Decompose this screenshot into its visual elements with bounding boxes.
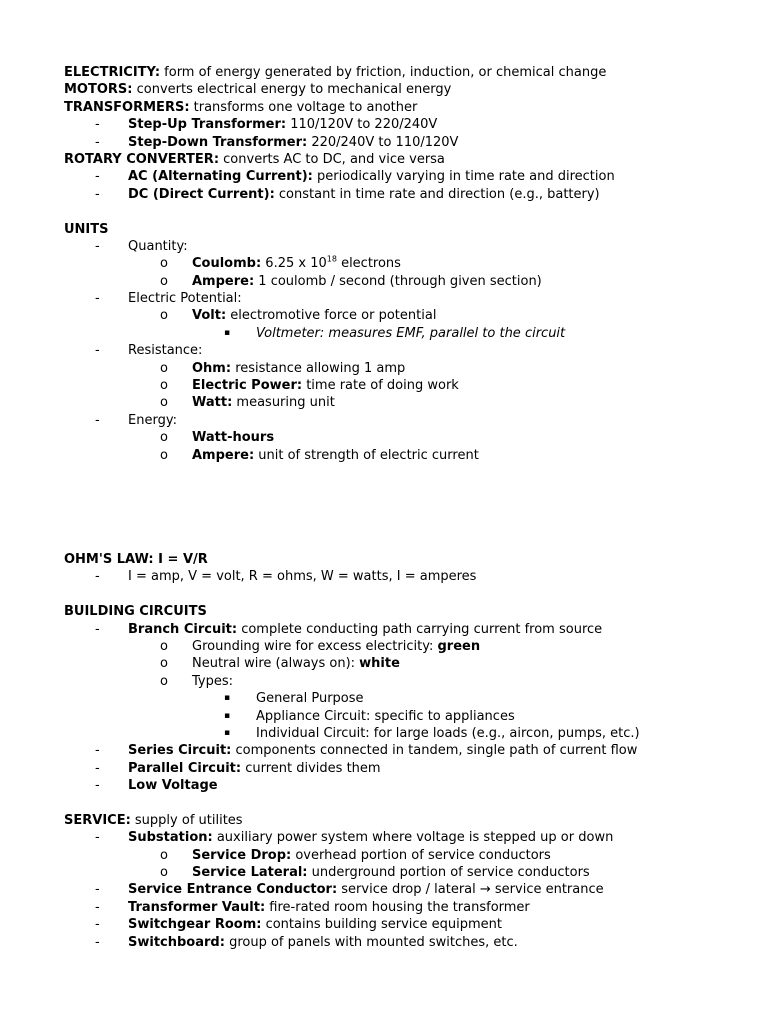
definition: underground portion of service conductors — [307, 865, 590, 881]
line-resistance — [64, 342, 744, 359]
term: Coulomb: — [192, 256, 262, 272]
line-dc — [64, 186, 744, 203]
line-coulomb — [64, 255, 744, 272]
line-ampere-strength — [64, 447, 744, 464]
line-grounding-wire — [64, 638, 744, 655]
dash-marker: - — [95, 117, 100, 133]
line-rotary — [64, 151, 744, 168]
line-electric-power — [64, 377, 744, 394]
definition: service drop / lateral → service entrance — [337, 882, 604, 898]
section-heading-units — [64, 221, 744, 238]
term: Service Lateral: — [192, 865, 308, 881]
term: Ampere: — [192, 447, 255, 463]
definition: current divides them — [241, 760, 381, 776]
circle-marker: o — [160, 378, 168, 394]
term: Transformer Vault: — [128, 899, 266, 915]
document-page — [64, 64, 744, 951]
line-volt — [64, 307, 744, 324]
definition: unit of strength of electric current — [254, 447, 479, 463]
line-substation — [64, 829, 744, 846]
circle-marker: o — [160, 638, 168, 654]
spacer — [64, 586, 744, 603]
dash-marker: - — [95, 760, 100, 776]
spacer — [64, 203, 744, 220]
line-ampere — [64, 273, 744, 290]
line-general-purpose — [64, 690, 744, 707]
line-transformers — [64, 99, 744, 116]
square-bullet-marker: ▪ — [224, 693, 231, 704]
line-step-up — [64, 116, 744, 133]
dash-marker: - — [95, 743, 100, 759]
heading: OHM'S LAW: I = V/R — [64, 551, 208, 567]
definition: converts electrical energy to mechanical energy — [132, 82, 452, 98]
square-bullet-marker: ▪ — [224, 327, 231, 338]
line-electric-potential — [64, 290, 744, 307]
definition: transforms one voltage to another — [189, 99, 418, 115]
line-watt — [64, 394, 744, 411]
line-step-down — [64, 134, 744, 151]
label: Quantity: — [128, 238, 188, 254]
circle-marker: o — [160, 395, 168, 411]
section-heading-ohms-law — [64, 551, 744, 568]
definition: contains building service equipment — [261, 917, 502, 933]
circle-marker: o — [160, 656, 168, 672]
term: Switchboard: — [128, 934, 225, 950]
dash-marker: - — [95, 778, 100, 794]
label: Types: — [192, 673, 234, 689]
line-individual-circuit — [64, 725, 744, 742]
term: Watt-hours — [192, 430, 275, 446]
note: Voltmeter: measures EMF, parallel to the circuit — [256, 325, 566, 341]
line-series-circuit — [64, 742, 744, 759]
definition: constant in time rate and direction (e.g., battery) — [274, 186, 600, 202]
term: Parallel Circuit: — [128, 760, 242, 776]
definition-suffix: electrons — [336, 256, 401, 272]
dash-marker: - — [95, 343, 100, 359]
line-electricity — [64, 64, 744, 81]
line-energy — [64, 412, 744, 429]
definition: form of energy generated by friction, induction, or chemical change — [160, 65, 607, 80]
label: Electric Potential: — [128, 291, 242, 307]
definition: I = amp, V = volt, R = ohms, W = watts, I = amperes — [128, 569, 477, 585]
label: Grounding wire for excess electricity: — [192, 638, 438, 654]
circle-marker: o — [160, 256, 168, 272]
line-types — [64, 673, 744, 690]
term: Series Circuit: — [128, 743, 232, 759]
dash-marker: - — [95, 621, 100, 637]
circle-marker: o — [160, 273, 168, 289]
value: green — [437, 638, 481, 654]
line-ac — [64, 168, 744, 185]
spacer — [64, 464, 744, 551]
line-ohm — [64, 360, 744, 377]
definition: 6.25 x 10 — [261, 256, 327, 272]
line-switchgear-room — [64, 916, 744, 933]
term: Electric Power: — [192, 378, 303, 394]
definition: 110/120V to 220/240V — [286, 117, 438, 133]
term: Step-Up Transformer: — [128, 117, 287, 133]
exponent: 18 — [326, 254, 337, 264]
line-switchboard — [64, 934, 744, 951]
label: General Purpose — [256, 691, 364, 707]
term: Branch Circuit: — [128, 621, 238, 637]
dash-marker: - — [95, 186, 100, 202]
dash-marker: - — [95, 899, 100, 915]
line-appliance-circuit — [64, 708, 744, 725]
section-heading-service — [64, 812, 744, 829]
term: ROTARY CONVERTER: — [64, 151, 220, 167]
label: Energy: — [128, 412, 177, 428]
dash-marker: - — [95, 169, 100, 185]
definition: converts AC to DC, and vice versa — [219, 151, 445, 167]
circle-marker: o — [160, 360, 168, 376]
definition: electromotive force or potential — [226, 308, 437, 324]
dash-marker: - — [95, 882, 100, 898]
definition: overhead portion of service conductors — [291, 847, 551, 863]
definition: measuring unit — [232, 395, 335, 411]
term: Low Voltage — [128, 778, 218, 794]
definition: 1 coulomb / second (through given section) — [254, 273, 542, 289]
dash-marker: - — [95, 291, 100, 307]
line-branch-circuit — [64, 621, 744, 638]
line-watt-hours — [64, 429, 744, 446]
label: Resistance: — [128, 343, 203, 359]
dash-marker: - — [95, 917, 100, 933]
term: AC (Alternating Current): — [128, 169, 313, 185]
line-service-lateral — [64, 864, 744, 881]
term: Ampere: — [192, 273, 255, 289]
label: Neutral wire (always on): — [192, 656, 360, 672]
definition: auxiliary power system where voltage is stepped up or down — [212, 830, 614, 846]
definition: group of panels with mounted switches, etc. — [224, 934, 518, 950]
circle-marker: o — [160, 865, 168, 881]
line-service-entrance — [64, 881, 744, 898]
heading: UNITS — [64, 221, 109, 237]
term: MOTORS: — [64, 82, 133, 98]
definition: 220/240V to 110/120V — [307, 134, 459, 150]
definition: fire-rated room housing the transformer — [265, 899, 530, 915]
term: Ohm: — [192, 360, 232, 376]
definition: supply of utilites — [130, 812, 243, 828]
circle-marker: o — [160, 673, 168, 689]
square-bullet-marker: ▪ — [224, 710, 231, 721]
label: Appliance Circuit: specific to appliances — [256, 708, 515, 724]
term: Service Entrance Conductor: — [128, 882, 338, 898]
line-transformer-vault — [64, 899, 744, 916]
line-voltmeter — [64, 325, 744, 342]
value: white — [359, 656, 400, 672]
line-quantity — [64, 238, 744, 255]
heading: BUILDING CIRCUITS — [64, 604, 207, 620]
term: Substation: — [128, 830, 213, 846]
dash-marker: - — [95, 238, 100, 254]
definition: components connected in tandem, single path of current flow — [231, 743, 638, 759]
term: Step-Down Transformer: — [128, 134, 308, 150]
circle-marker: o — [160, 847, 168, 863]
line-motors — [64, 81, 744, 98]
dash-marker: - — [95, 830, 100, 846]
term: ELECTRICITY: — [64, 65, 161, 80]
circle-marker: o — [160, 308, 168, 324]
line-service-drop — [64, 847, 744, 864]
term: DC (Direct Current): — [128, 186, 275, 202]
circle-marker: o — [160, 430, 168, 446]
circle-marker: o — [160, 447, 168, 463]
section-heading-building-circuits — [64, 603, 744, 620]
dash-marker: - — [95, 412, 100, 428]
dash-marker: - — [95, 134, 100, 150]
term: Watt: — [192, 395, 233, 411]
line-ohms-law-definitions — [64, 568, 744, 585]
term: Volt: — [192, 308, 227, 324]
heading: SERVICE: — [64, 812, 131, 828]
definition: time rate of doing work — [302, 378, 459, 394]
definition: resistance allowing 1 amp — [231, 360, 406, 376]
label: Individual Circuit: for large loads (e.g., aircon, pumps, etc.) — [256, 725, 640, 741]
dash-marker: - — [95, 934, 100, 950]
definition: complete conducting path carrying current from source — [237, 621, 603, 637]
spacer — [64, 794, 744, 811]
line-parallel-circuit — [64, 760, 744, 777]
line-low-voltage — [64, 777, 744, 794]
dash-marker: - — [95, 569, 100, 585]
term: Service Drop: — [192, 847, 292, 863]
term: Switchgear Room: — [128, 917, 262, 933]
definition: periodically varying in time rate and direction — [312, 169, 615, 185]
term: TRANSFORMERS: — [64, 99, 190, 115]
line-neutral-wire — [64, 655, 744, 672]
square-bullet-marker: ▪ — [224, 727, 231, 738]
